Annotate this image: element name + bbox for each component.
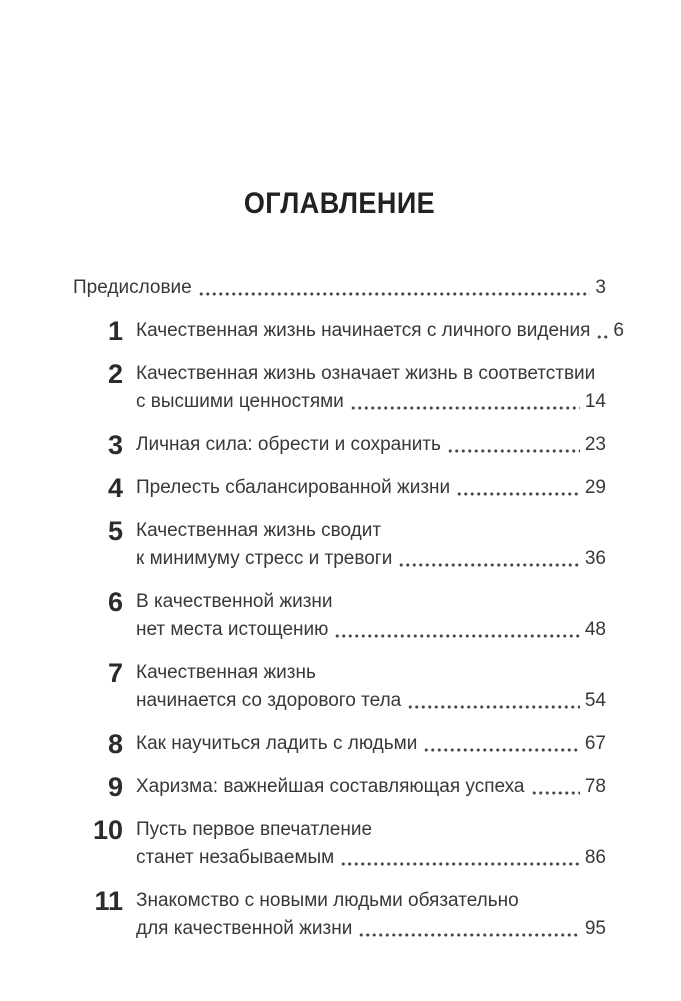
- chapter-body: [136, 431, 606, 459]
- toc-entry: [73, 316, 624, 346]
- chapter-title-line: [136, 545, 606, 573]
- dot-leader: [423, 748, 580, 752]
- chapter-number: 4: [107, 473, 123, 503]
- dot-leader: [456, 492, 580, 496]
- page-number: 48: [584, 619, 606, 640]
- chapter-number: 5: [107, 516, 123, 546]
- chapter-number: 9: [107, 772, 123, 802]
- dot-leader: [596, 335, 608, 339]
- chapter-body: [73, 274, 606, 302]
- page-title: ОГЛАВЛЕНИЕ: [243, 187, 436, 220]
- chapter-title-text: для качественной жизни: [136, 918, 353, 939]
- chapter-title-text: нет места истощению: [136, 619, 329, 640]
- chapter-title-line: Знакомство с новыми людьми обязательно: [136, 890, 519, 911]
- chapter-body: [136, 317, 624, 345]
- chapter-number: 8: [107, 729, 123, 759]
- toc-entry: [73, 773, 606, 801]
- toc-entry: [73, 431, 606, 459]
- toc-entry: [73, 517, 606, 573]
- page-number: 36: [584, 548, 606, 569]
- chapter-title-line: [136, 431, 606, 459]
- chapter-title-line: Пусть первое впечатление: [136, 819, 373, 840]
- dot-leader: [350, 406, 580, 410]
- chapter-title-text: Качественная жизнь начинается с личного видения: [136, 320, 591, 341]
- dot-leader: [531, 791, 580, 795]
- chapter-number: 10: [92, 815, 123, 845]
- chapter-title-line: Качественная жизнь сводит: [136, 520, 382, 541]
- dot-leader: [358, 933, 580, 937]
- toc-entry: [73, 730, 606, 758]
- chapter-title-text: к минимуму стресс и тревоги: [136, 548, 393, 569]
- dot-leader: [407, 705, 580, 709]
- chapter-number: 1: [107, 316, 123, 346]
- chapter-title-line: [136, 616, 606, 644]
- chapter-title-line: [136, 687, 606, 715]
- page-number: 86: [584, 847, 606, 868]
- chapter-title-line: [136, 915, 606, 943]
- chapter-number: 6: [107, 587, 123, 617]
- toc-entry: [73, 659, 606, 715]
- chapter-title-text: станет незабываемым: [136, 847, 335, 868]
- toc-entry: [73, 816, 606, 872]
- chapter-number: 2: [107, 359, 123, 389]
- toc-entry: [73, 887, 606, 943]
- page-number: 14: [584, 391, 606, 412]
- chapter-body: [136, 588, 606, 644]
- chapter-body: [136, 474, 606, 502]
- page-number: 3: [595, 277, 606, 298]
- toc-list: [73, 274, 624, 943]
- chapter-body: [136, 773, 606, 801]
- chapter-title-line: [136, 730, 606, 758]
- chapter-title-text: Прелесть сбалансированной жизни: [136, 477, 451, 498]
- chapter-title-line: Качественная жизнь означает жизнь в соответствии: [136, 363, 596, 384]
- chapter-body: [136, 517, 606, 573]
- chapter-body: [136, 730, 606, 758]
- chapter-body: [136, 360, 606, 416]
- dot-leader: [398, 563, 580, 567]
- chapter-title-line: [136, 474, 606, 502]
- chapter-title-text: Предисловие: [73, 277, 192, 298]
- page-number: 78: [584, 776, 606, 797]
- toc-entry: [73, 274, 606, 302]
- chapter-body: [136, 816, 606, 872]
- chapter-title-line: Качественная жизнь: [136, 662, 316, 683]
- chapter-body: [136, 887, 606, 943]
- chapter-title-line: [73, 274, 606, 302]
- page-number: 23: [584, 434, 606, 455]
- chapter-title-line: [136, 388, 606, 416]
- dot-leader: [198, 292, 591, 296]
- toc-entry: [73, 588, 606, 644]
- dot-leader: [340, 862, 580, 866]
- chapter-number: 3: [107, 430, 123, 460]
- chapter-title-line: В качественной жизни: [136, 591, 333, 612]
- chapter-title-line: [136, 317, 624, 345]
- page-number: 95: [584, 918, 606, 939]
- chapter-title-text: с высшими ценностями: [136, 391, 344, 412]
- page-number: 67: [584, 733, 606, 754]
- chapter-title-line: [136, 844, 606, 872]
- chapter-number: 11: [94, 886, 123, 916]
- toc-entry: [73, 360, 606, 416]
- page-number: 54: [584, 690, 606, 711]
- chapter-title-line: [136, 773, 606, 801]
- chapter-title-text: начинается со здорового тела: [136, 690, 402, 711]
- page-number: 29: [584, 477, 606, 498]
- chapter-body: [136, 659, 606, 715]
- toc-entry: [73, 474, 606, 502]
- chapter-title-text: Харизма: важнейшая составляющая успеха: [136, 776, 525, 797]
- chapter-number: 7: [107, 658, 123, 688]
- chapter-title-text: Личная сила: обрести и сохранить: [136, 434, 441, 455]
- dot-leader: [447, 449, 580, 453]
- page-number: 6: [613, 320, 624, 341]
- dot-leader: [334, 634, 579, 638]
- chapter-title-text: Как научиться ладить с людьми: [136, 733, 418, 754]
